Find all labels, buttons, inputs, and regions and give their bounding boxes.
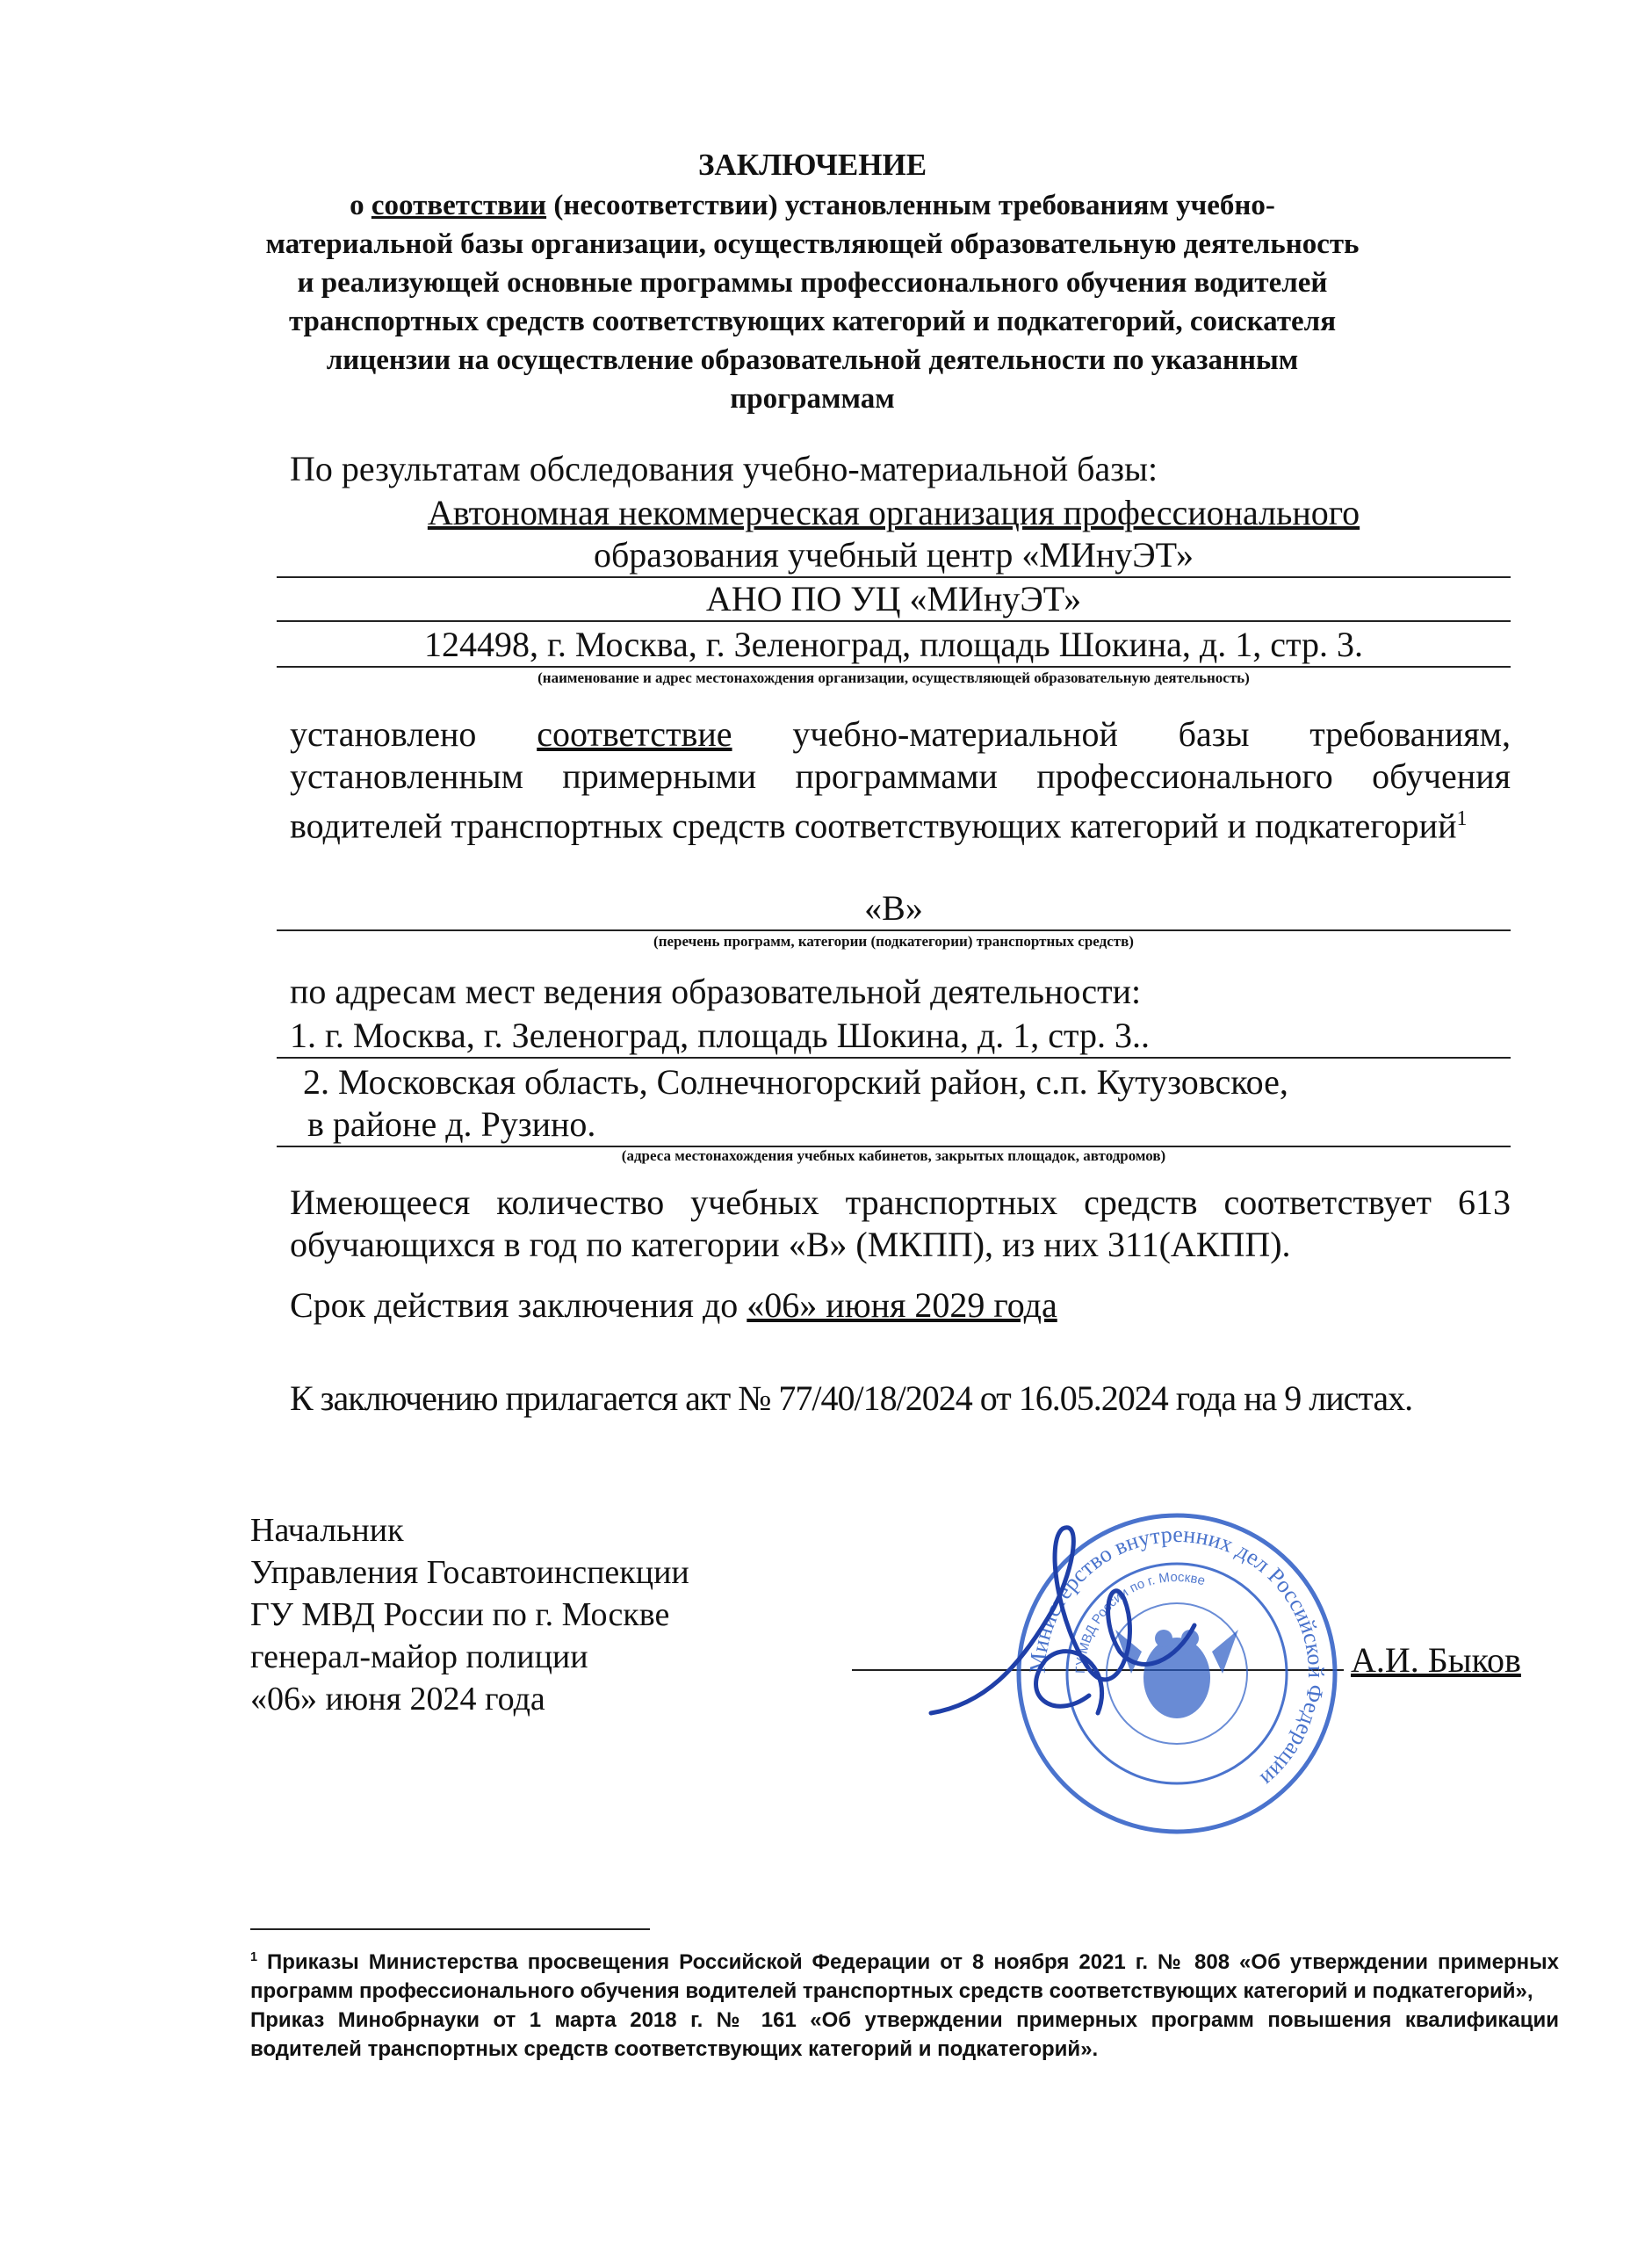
addresses-hint: (адреса местонахождения учебных кабинетов, закрытых площадок, автодромов) [621,1147,1166,1164]
address-line-2: 2. Московская область, Солнечногорский район, с.п. Кутузовское, [303,1062,1288,1102]
subtitle-prefix: о [350,190,372,221]
signer-name: А.И. Быков [1351,1640,1521,1680]
footnote [250,1943,1559,2064]
signatory-line1: Начальник [250,1512,404,1549]
address-line-1: 1. г. Москва, г. Зеленоград, площадь Шокина, д. 1, стр. 3.. [277,1015,1511,1059]
validity-prefix: Срок действия заключения до [290,1285,747,1325]
title-block [263,148,1361,418]
attachment-text: К заключению прилагается акт № 77/40/18/2024 от 16.05.2024 года на 9 листах. [290,1378,1413,1418]
stamp-inner-text: ГУ МВД России по г. Москве [1072,1569,1207,1674]
footnote-ref: 1 [1456,807,1468,830]
footnote-text-2: Приказ Минобрнауки от 1 марта 2018 г. № 161 «Об утверждении примерных программ повышения квалификации водителей транспортных средств соответствующих категорий и подкатегорий». [250,2008,1559,2061]
compliance-text-a: установлено [290,714,537,754]
addresses-intro: по адресам мест ведения образовательной деятельности: [290,972,1142,1011]
footnote-mark: 1 [250,1950,258,1964]
org-name-line2: образования учебный центр «МИнуЭТ» [593,535,1194,575]
compliance-text-b: учебно-материальной базы требованиям, установленным примерными программами профессионального обучения водителей транспортных средств соответствующих категорий и подкатегорий [290,714,1511,846]
signatory-line3: ГУ МВД России по г. Москве [250,1596,670,1633]
signatory-date: «06» июня 2024 года [250,1681,545,1717]
org-short-name: АНО ПО УЦ «МИнуЭТ» [277,578,1511,622]
footnote-rule [250,1928,650,1930]
org-name-rule [277,534,1511,578]
handwritten-signature [913,1493,1335,1757]
subtitle-underlined: соответствии [371,190,547,221]
capacity-text: Имеющееся количество учебных транспортных средств соответствует 613 обучающихся в год по категории «В» (МКПП), из них 311(АКПП). [290,1182,1511,1264]
org-address: 124498, г. Москва, г. Зеленоград, площадь Шокина, д. 1, стр. 3. [277,624,1511,668]
footnote-item-1 [250,1943,1559,2006]
survey-intro: По результатам обследования учебно-материальной базы: [290,449,1158,488]
category-field: «В» [277,887,1511,931]
category-hint: (перечень программ, категории (подкатегории) транспортных средств) [653,933,1134,950]
signatory-line4: генерал-майор полиции [250,1638,588,1675]
compliance-paragraph [290,713,1511,847]
compliance-underlined: соответствие [537,714,732,754]
signatory-block [250,1509,689,1720]
document-subtitle [263,186,1361,418]
org-hint: (наименование и адрес местонахождения организации, осуществляющей образовательную деятельность) [537,669,1250,686]
org-name-line1: Автономная некоммерческая организация профессионального [427,493,1360,532]
stamp-ring-text: Министерство внутренних дел Российской Федерации [1024,1521,1330,1792]
footnote-text-1: Приказы Министерства просвещения Российской Федерации от 8 ноября 2021 г. № 808 «Об утверждении примерных программ профессионального обучения водителей транспортных средств соответствующих категорий и подкатегорий», [250,1950,1559,2003]
subtitle-rest: (несоответствии) установленным требованиям учебно-материальной базы организации, осуществляющей образовательную деятельность и реализующей основные программы профессионального обучения водителей транспортных средств соответствующих категорий и подкатегорий, соискателя лицензии на осуществление образовательной деятельности по указанным программам [265,190,1360,415]
address-line-3: в районе д. Рузино. [277,1103,1511,1147]
validity-line [290,1284,1511,1327]
validity-date: «06» июня 2029 года [747,1285,1057,1325]
signatory-line2: Управления Госавтоинспекции [250,1554,689,1591]
document-title: ЗАКЛЮЧЕНИЕ [697,148,927,182]
